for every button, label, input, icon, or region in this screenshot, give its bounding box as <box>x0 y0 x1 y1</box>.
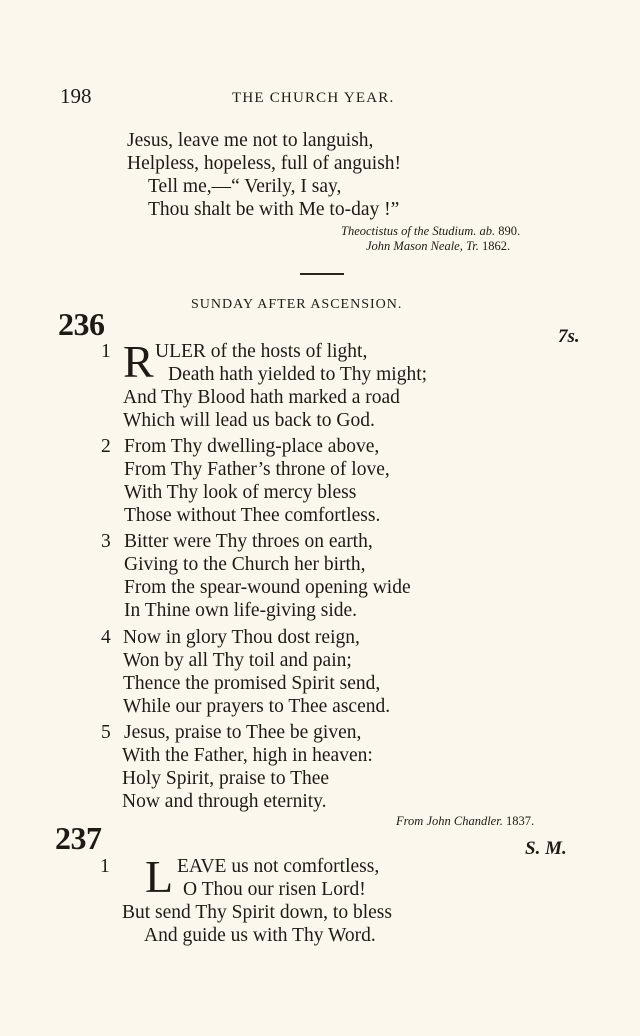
verse-line: Now in glory Thou dost reign, <box>123 627 360 648</box>
hymn-meter: 7s. <box>558 326 580 347</box>
verse-line: While our prayers to Thee ascend. <box>123 696 391 717</box>
verse-line: And guide us with Thy Word. <box>144 925 376 946</box>
attribution-author-name: From John Chandler. <box>396 814 503 828</box>
verse-number: 1 <box>100 856 110 877</box>
verse-line: Jesus, praise to Thee be given, <box>124 722 362 743</box>
verse-line: Thence the promised Spirit send, <box>123 673 381 694</box>
prev-hymn-line: Helpless, hopeless, full of anguish! <box>127 153 402 174</box>
hymn-number: 237 <box>55 820 102 856</box>
attribution-author-year: 890. <box>498 224 521 238</box>
verse-line: And Thy Blood hath marked a road <box>123 387 400 408</box>
verse-line: Which will lead us back to God. <box>123 410 375 431</box>
verse-line: O Thou our risen Lord! <box>183 879 366 900</box>
prev-hymn-line: Thou shalt be with Me to-day !” <box>148 199 400 220</box>
verse-number: 4 <box>101 627 111 648</box>
verse-line: Now and through eternity. <box>122 791 327 812</box>
verse-number: 1 <box>101 341 111 362</box>
verse-line: With Thy look of mercy bless <box>124 482 357 503</box>
verse-line: But send Thy Spirit down, to bless <box>122 902 392 923</box>
section-heading: SUNDAY AFTER ASCENSION. <box>191 297 403 312</box>
page-number: 198 <box>60 84 92 108</box>
verse-line: From Thy dwelling-place above, <box>124 436 380 457</box>
drop-cap: L <box>145 851 174 902</box>
verse-line: Holy Spirit, praise to Thee <box>122 768 330 789</box>
prev-hymn-line: Jesus, leave me not to languish, <box>127 130 374 151</box>
verse-line: Won by all Thy toil and pain; <box>123 650 352 671</box>
verse-line: Death hath yielded to Thy might; <box>168 364 428 385</box>
drop-cap: R <box>123 336 154 387</box>
hymn-attribution <box>396 814 534 829</box>
verse-line: EAVE us not comfortless, <box>177 856 380 877</box>
verse-line: Giving to the Church her birth, <box>124 554 366 575</box>
attribution-translator-year: 1862. <box>481 239 511 253</box>
attribution-author-year: 1837. <box>505 814 535 828</box>
verse-line: In Thine own life-giving side. <box>124 600 358 621</box>
attribution-translator <box>366 239 510 254</box>
attribution-translator-name: John Mason Neale, Tr. <box>366 239 479 253</box>
verse-line: Those without Thee comfortless. <box>124 505 381 526</box>
attribution-author <box>341 224 520 239</box>
running-title: THE CHURCH YEAR. <box>232 90 395 106</box>
verse-line: With the Father, high in heaven: <box>122 745 373 766</box>
verse-line: ULER of the hosts of light, <box>155 341 368 362</box>
verse-number: 3 <box>101 531 111 552</box>
verse-line: Bitter were Thy throes on earth, <box>124 531 373 552</box>
verse-line: From Thy Father’s throne of love, <box>124 459 390 480</box>
verse-number: 2 <box>101 436 111 457</box>
verse-number: 5 <box>101 722 111 743</box>
prev-hymn-line: Tell me,—“ Verily, I say, <box>148 176 342 197</box>
hymn-number: 236 <box>58 306 105 342</box>
hymn-meter: S. M. <box>525 838 567 859</box>
verse-line: From the spear-wound opening wide <box>124 577 411 598</box>
attribution-author-name: Theoctistus of the Studium. ab. <box>341 224 496 238</box>
section-divider <box>300 273 344 275</box>
